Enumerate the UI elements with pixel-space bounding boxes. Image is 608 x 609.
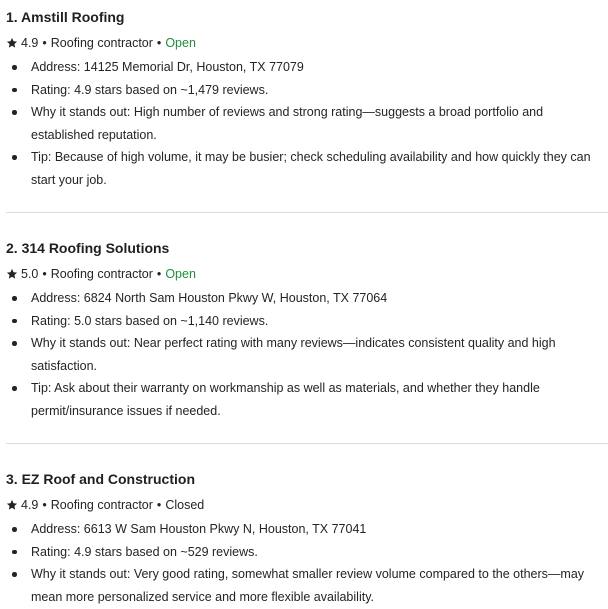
list-item xyxy=(6,101,604,146)
detail-address: Address: 6613 W Sam Houston Pkwy N, Houston, TX 77041 xyxy=(31,522,367,536)
bullet-icon xyxy=(12,296,17,301)
list-item xyxy=(6,541,604,564)
category-label: Roofing contractor xyxy=(50,267,153,281)
listing-meta xyxy=(6,34,604,52)
details-list xyxy=(6,518,604,608)
bullet-icon xyxy=(12,527,17,532)
detail-tip: Tip: Because of high volume, it may be busier; check scheduling availability and how quickly they can start your job. xyxy=(31,150,591,187)
detail-address: Address: 14125 Memorial Dr, Houston, TX 77079 xyxy=(31,60,304,74)
listing-title[interactable]: 3. EZ Roof and Construction xyxy=(6,471,195,487)
bullet-icon xyxy=(12,88,17,93)
category-label: Roofing contractor xyxy=(50,36,153,50)
meta-separator: • xyxy=(156,36,162,50)
detail-why: Why it stands out: High number of reviews and strong rating—suggests a broad portfolio and established reputation. xyxy=(31,105,544,142)
rating-value: 5.0 xyxy=(21,267,39,281)
list-item xyxy=(6,332,604,377)
bullet-icon xyxy=(12,572,17,577)
details-list xyxy=(6,287,604,422)
list-item xyxy=(6,377,604,422)
meta-separator: • xyxy=(42,267,47,281)
listing-card-amstill-roofing xyxy=(6,7,604,191)
meta-separator: • xyxy=(156,498,162,512)
listing-title[interactable]: 2. 314 Roofing Solutions xyxy=(6,240,170,256)
rating-value: 4.9 xyxy=(21,498,39,512)
detail-rating: Rating: 5.0 stars based on ~1,140 reviews. xyxy=(31,313,269,328)
star-icon xyxy=(6,499,18,511)
listing-title[interactable]: 1. Amstill Roofing xyxy=(6,9,125,25)
bullet-icon xyxy=(12,110,17,115)
list-item xyxy=(6,287,604,310)
meta-separator: • xyxy=(42,498,47,512)
section-divider xyxy=(6,443,608,444)
bullet-icon xyxy=(12,319,17,324)
status-badge: Open xyxy=(165,36,196,50)
bullet-icon xyxy=(12,386,17,391)
detail-why: Why it stands out: Near perfect rating with many reviews—indicates consistent quality and high satisfaction. xyxy=(31,336,556,373)
listing-meta xyxy=(6,265,604,283)
list-item xyxy=(6,563,604,608)
bullet-icon xyxy=(12,550,17,555)
listing-card-ez-roof-and-construction xyxy=(6,469,604,608)
detail-rating: Rating: 4.9 stars based on ~529 reviews. xyxy=(31,544,258,559)
list-item xyxy=(6,146,604,191)
meta-separator: • xyxy=(156,267,162,281)
list-item xyxy=(6,310,604,333)
bullet-icon xyxy=(12,341,17,346)
detail-tip: Tip: Ask about their warranty on workmanship as well as materials, and whether they handle permit/insurance issues if needed. xyxy=(31,381,540,418)
detail-why: Why it stands out: Very good rating, somewhat smaller review volume compared to the others—may mean more personalized service and more flexible availability. xyxy=(31,567,585,604)
rating-value: 4.9 xyxy=(21,36,39,50)
status-badge: Closed xyxy=(165,498,205,512)
listing-meta xyxy=(6,496,604,514)
listing-card-314-roofing-solutions xyxy=(6,238,604,422)
details-list xyxy=(6,56,604,191)
star-icon xyxy=(6,37,18,49)
bullet-icon xyxy=(12,155,17,160)
status-badge: Open xyxy=(165,267,196,281)
bullet-icon xyxy=(12,65,17,70)
detail-rating: Rating: 4.9 stars based on ~1,479 reviews. xyxy=(31,82,269,97)
star-icon xyxy=(6,268,18,280)
list-item xyxy=(6,79,604,102)
list-item xyxy=(6,56,604,79)
meta-separator: • xyxy=(42,36,47,50)
list-item xyxy=(6,518,604,541)
category-label: Roofing contractor xyxy=(50,498,153,512)
detail-address: Address: 6824 North Sam Houston Pkwy W, Houston, TX 77064 xyxy=(31,291,388,305)
section-divider xyxy=(6,212,608,213)
